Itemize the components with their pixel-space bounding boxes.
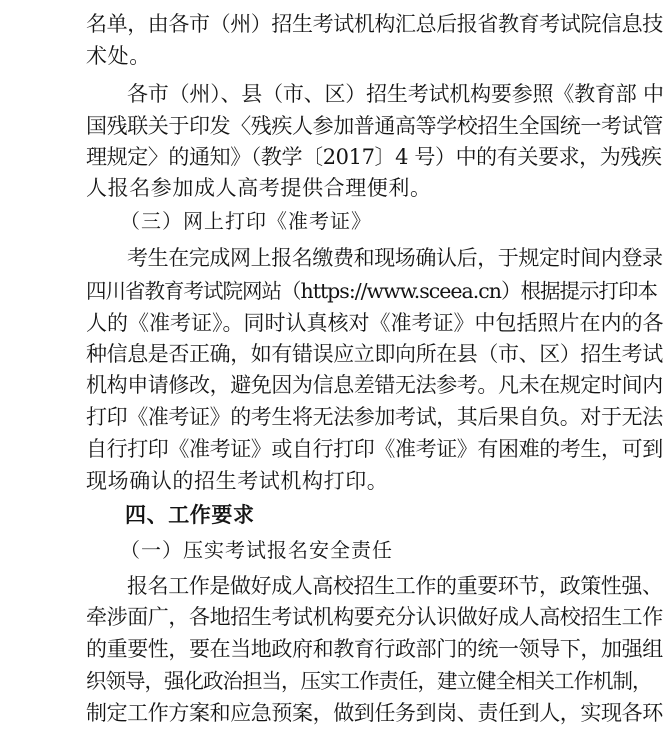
text-line: 自行打印《准考证》或自行打印《准考证》有困难的考生，可到 xyxy=(86,437,663,461)
text-line: 种信息是否正确，如有错误应立即向所在县（市、区）招生考试 xyxy=(86,342,663,366)
text-line: 各市（州）、县（市、区）招生考试机构要参照《教育部 中 xyxy=(127,82,664,106)
chapter-heading: 四、工作要求 xyxy=(125,503,255,527)
text-line: 理规定〉的通知》（教学〔2017〕4 号）中的有关要求，为残疾 xyxy=(86,145,662,169)
text-line: 的重要性，要在当地政府和教育行政部门的统一领导下，加强组 xyxy=(86,637,663,661)
text-line: 术处。 xyxy=(86,44,151,68)
section-heading: （一）压实考试报名安全责任 xyxy=(120,538,393,562)
text-line: 人报名参加成人高考提供合理便利。 xyxy=(86,176,432,200)
text-line: 现场确认的招生考试机构打印。 xyxy=(86,469,389,493)
text-line: 牵涉面广，各地招生考试机构要充分认识做好成人高校招生工作 xyxy=(86,605,663,629)
text-line: 织领导，强化政治担当，压实工作责任，建立健全相关工作机制， xyxy=(86,669,652,693)
text-line: 制定工作方案和应急预案，做到任务到岗、责任到人，实现各环 xyxy=(86,701,663,725)
text-line: 考生在完成网上报名缴费和现场确认后，于规定时间内登录 xyxy=(127,246,663,270)
text-line: 报名工作是做好成人高校招生工作的重要环节，政策性强、 xyxy=(127,574,663,598)
text-line: 四川省教育考试院网站（https://www.sceea.cn）根据提示打印本 xyxy=(86,279,657,303)
text-line: 国残联关于印发〈残疾人参加普通高等学校招生全国统一考试管 xyxy=(86,114,663,138)
text-line: 人的《准考证》。同时认真核对《准考证》中包括照片在内的各 xyxy=(86,311,664,335)
text-line: 打印《准考证》的考生将无法参加考试，其后果自负。对于无法 xyxy=(86,405,663,429)
text-line: 机构申请修改，避免因为信息差错无法参考。凡未在规定时间内 xyxy=(86,373,663,397)
text-line: 名单，由各市（州）招生考试机构汇总后报省教育考试院信息技 xyxy=(86,12,663,36)
section-heading: （三）网上打印《准考证》 xyxy=(120,209,372,233)
